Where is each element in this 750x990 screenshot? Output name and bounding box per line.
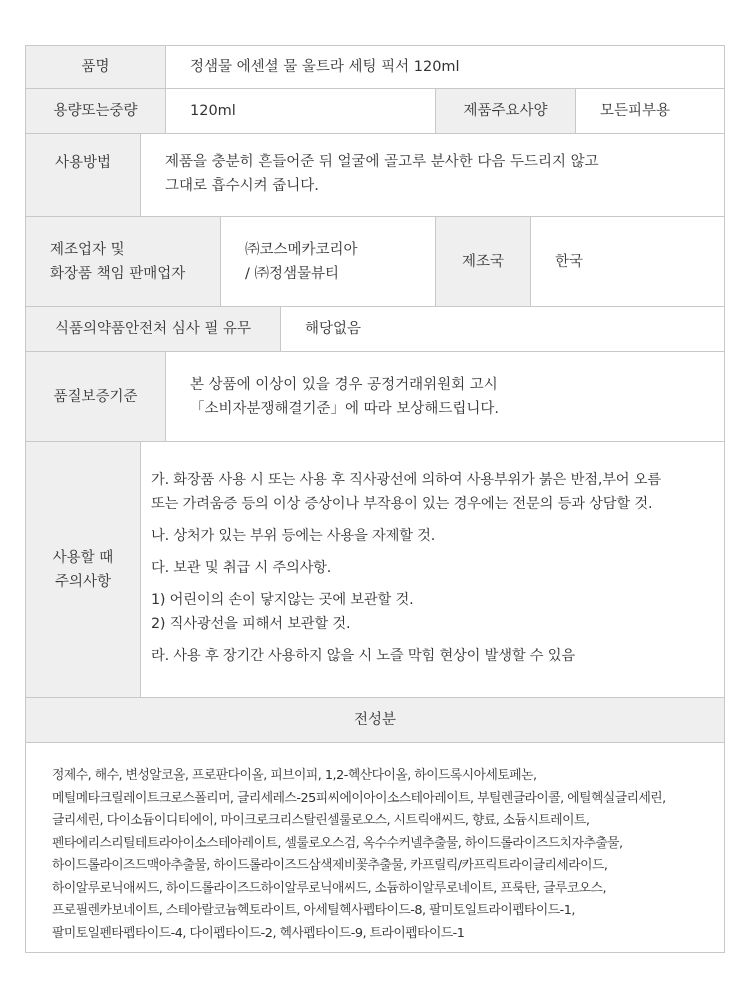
row-warranty xyxy=(26,352,724,442)
caution-item: 또는 가려움증 등의 이상 증상이나 부작용이 있는 경우에는 전문의 등과 상담할 것. xyxy=(151,496,653,512)
value-maker-line: ㈜코스메카코리아 xyxy=(245,241,358,258)
caution-item: 다. 보관 및 취급 시 주의사항. xyxy=(151,560,332,576)
label-product-name: 품명 xyxy=(26,46,166,88)
warranty-line: 「소비자분쟁해결기준」에 따라 보상해드립니다. xyxy=(190,400,499,417)
value-mfds: 해당없음 xyxy=(305,321,362,337)
caution-item: 나. 상처가 있는 부위 등에는 사용을 자제할 것. xyxy=(151,528,436,544)
ingredient-line: 하이드롤라이즈드맥아추출물, 하이드롤라이즈드삼색제비꽃추출물, 카프릴릭/카프릭트라이글리세라이드, xyxy=(52,858,608,873)
caution-item: 가. 화장품 사용 시 또는 사용 후 직사광선에 의하여 사용부위가 붉은 반점,부어 오름 xyxy=(151,472,661,488)
label-maker-line: 화장품 책임 판매업자 xyxy=(50,265,186,282)
ingredient-line: 정제수, 해수, 변성알코올, 프로판다이올, 피브이피, 1,2-헥산다이올, 하이드록시아세토페논, xyxy=(52,768,537,783)
value-ingredients xyxy=(26,743,724,952)
value-spec: 모든피부용 xyxy=(600,103,671,119)
caution-item: 1) 어린이의 손이 닿지않는 곳에 보관할 것. xyxy=(151,592,414,608)
ingredient-line: 메틸메타크릴레이트크로스폴리머, 글리세레스-25피씨에이아이소스테아레이트, 부틸렌글라이콜, 에틸헥실글리세린, xyxy=(52,790,666,806)
label-usage: 사용방법 xyxy=(26,134,141,216)
value-volume: 120ml xyxy=(166,89,436,133)
value-origin: 한국 xyxy=(555,253,584,270)
label-ingredients: 전성분 xyxy=(26,698,724,742)
label-spec: 제품주요사양 xyxy=(436,89,576,133)
label-caution xyxy=(26,442,141,697)
value-warranty xyxy=(166,352,724,441)
label-origin: 제조국 xyxy=(436,217,531,306)
ingredient-line: 하이알루로닉애씨드, 하이드롤라이즈드하이알루로닉애씨드, 소듐하이알루로네이트, 프룩탄, 글루코오스, xyxy=(52,880,607,896)
caution-item: 라. 사용 후 장기간 사용하지 않을 시 노즐 막힘 현상이 발생할 수 있음 xyxy=(151,648,575,664)
row-mfds xyxy=(26,307,724,352)
value-maker xyxy=(221,217,436,306)
row-ingredients-header xyxy=(26,698,724,743)
label-maker-line: 제조업자 및 xyxy=(50,241,125,258)
value-maker-line: / ㈜정샘물뷰티 xyxy=(245,265,340,282)
row-volume xyxy=(26,89,724,134)
label-volume: 용량또는중량 xyxy=(26,89,166,133)
label-maker xyxy=(26,217,221,306)
label-mfds: 식품의약품안전처 심사 필 유무 xyxy=(26,307,281,351)
row-product-name xyxy=(26,46,724,89)
usage-line: 제품을 충분히 흔들어준 뒤 얼굴에 골고루 분사한 다음 두드리지 않고 xyxy=(165,154,599,170)
ingredient-line: 펜타에리스리틸테트라아이소스테아레이트, 셀룰로오스검, 옥수수커넬추출물, 하이드롤라이즈드치자추출물, xyxy=(52,835,623,851)
row-caution xyxy=(26,442,724,698)
caution-item: 2) 직사광선을 피해서 보관할 것. xyxy=(151,616,351,632)
value-caution xyxy=(141,442,724,697)
value-usage xyxy=(141,134,724,216)
ingredient-line: 프로필렌카보네이트, 스테아랄코늄헥토라이트, 아세틸헥사펩타이드-8, 팔미토일트라이펩타이드-1, xyxy=(52,903,575,918)
usage-line: 그대로 흡수시켜 줍니다. xyxy=(165,178,319,194)
label-caution-line: 주의사항 xyxy=(54,573,112,590)
label-caution-line: 사용할 때 xyxy=(52,549,114,566)
value-product-name: 정샘물 에센셜 물 울트라 세팅 픽서 120ml xyxy=(190,59,460,75)
warranty-line: 본 상품에 이상이 있을 경우 공정거래위원회 고시 xyxy=(190,376,498,393)
row-maker xyxy=(26,217,724,307)
product-info-table xyxy=(25,45,725,953)
ingredient-line: 팔미토일펜타펩타이드-4, 다이펩타이드-2, 헥사펩타이드-9, 트라이펩타이드-1 xyxy=(52,925,465,941)
row-ingredients xyxy=(26,743,724,953)
label-warranty: 품질보증기준 xyxy=(26,352,166,441)
row-usage xyxy=(26,134,724,217)
ingredient-line: 글리세린, 다이소듐이디티에이, 마이크로크리스탈린셀룰로오스, 시트릭애씨드, 향료, 소듐시트레이트, xyxy=(52,813,590,828)
